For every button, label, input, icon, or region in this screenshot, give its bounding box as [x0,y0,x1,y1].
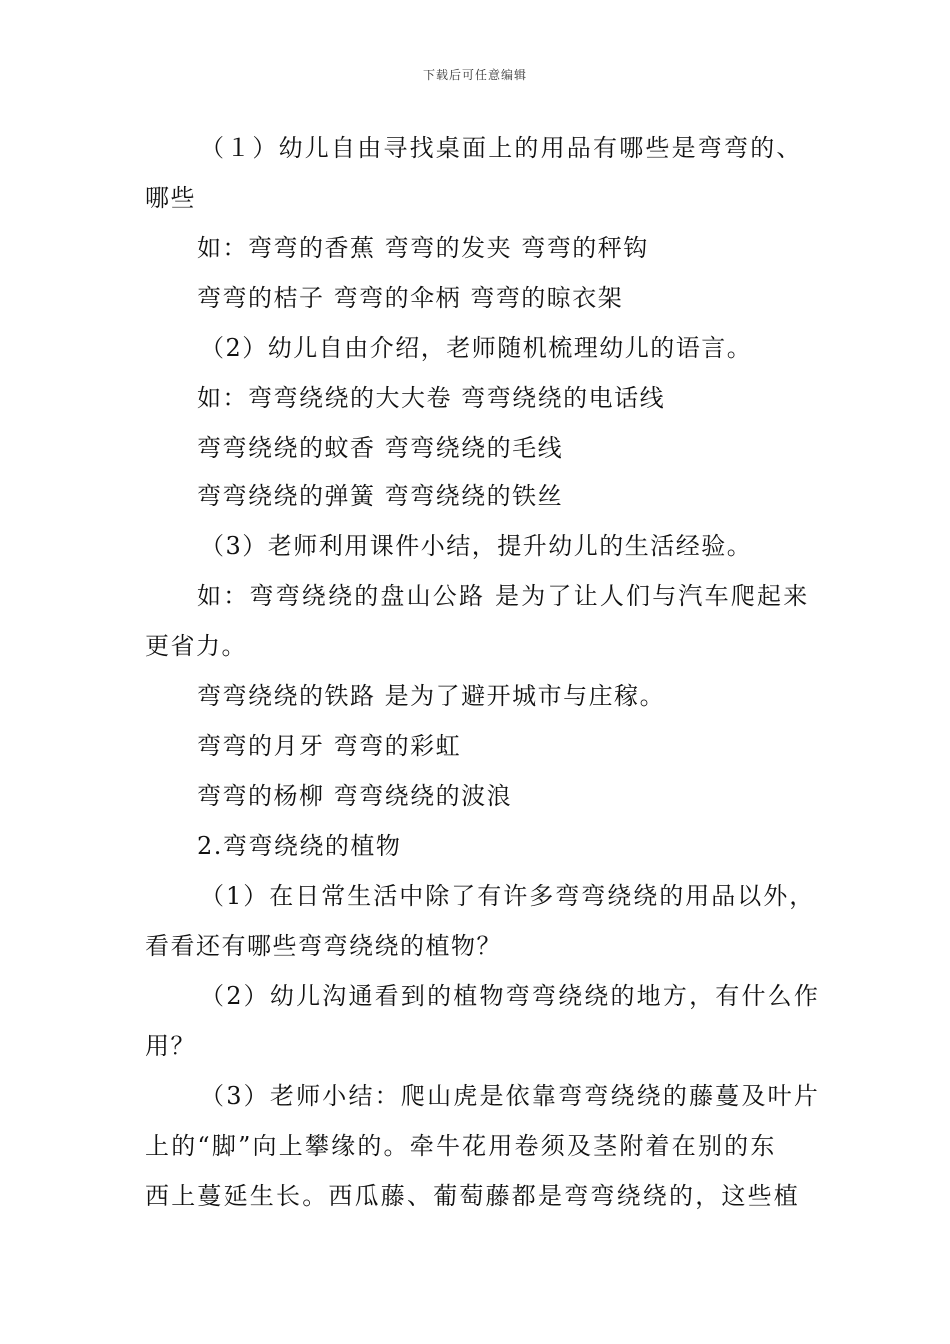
text-line: 弯弯绕绕的铁路 是为了避开城市与庄稼。 [197,682,666,710]
text-line: 更省力。 [145,632,247,660]
text-line: （3）老师利用课件小结，提升幼儿的生活经验。 [200,532,753,560]
text-line: 上的“脚”向上攀缘的。牵牛花用卷须及茎附着在别的东 [145,1132,777,1160]
text-line: 西上蔓延生长。西瓜藤、葡萄藤都是弯弯绕绕的，这些植 [145,1182,800,1210]
text-line: （2）幼儿沟通看到的植物弯弯绕绕的地方，有什么作 [200,982,821,1010]
text-line: 弯弯的月牙 弯弯的彩虹 [197,732,462,760]
text-line: 弯弯的杨柳 弯弯绕绕的波浪 [197,782,513,810]
text-line: 弯弯绕绕的弹簧 弯弯绕绕的铁丝 [197,482,564,510]
text-line: 如：弯弯的香蕉 弯弯的发夹 弯弯的秤钩 [197,234,649,262]
text-line: 用？ [145,1032,196,1060]
page-header: 下载后可任意编辑 [422,68,527,82]
text-line: 哪些 [145,184,196,212]
section-heading: 2.弯弯绕绕的植物 [197,832,402,860]
text-line: 弯弯的桔子 弯弯的伞柄 弯弯的晾衣架 [197,284,624,312]
text-line: （2）幼儿自由介绍，老师随机梳理幼儿的语言。 [200,334,753,362]
text-line: （3）老师小结：爬山虎是依靠弯弯绕绕的藤蔓及叶片 [200,1082,821,1110]
text-line: 弯弯绕绕的蚊香 弯弯绕绕的毛线 [197,434,564,462]
text-line: （1）在日常生活中除了有许多弯弯绕绕的用品以外， [200,882,816,910]
text-line: （１）幼儿自由寻找桌面上的用品有哪些是弯弯的、 [200,134,803,162]
text-line: 如：弯弯绕绕的盘山公路 是为了让人们与汽车爬起来 [197,582,810,610]
text-line: 如：弯弯绕绕的大大卷 弯弯绕绕的电话线 [197,384,666,412]
text-line: 看看还有哪些弯弯绕绕的植物？ [145,932,502,960]
